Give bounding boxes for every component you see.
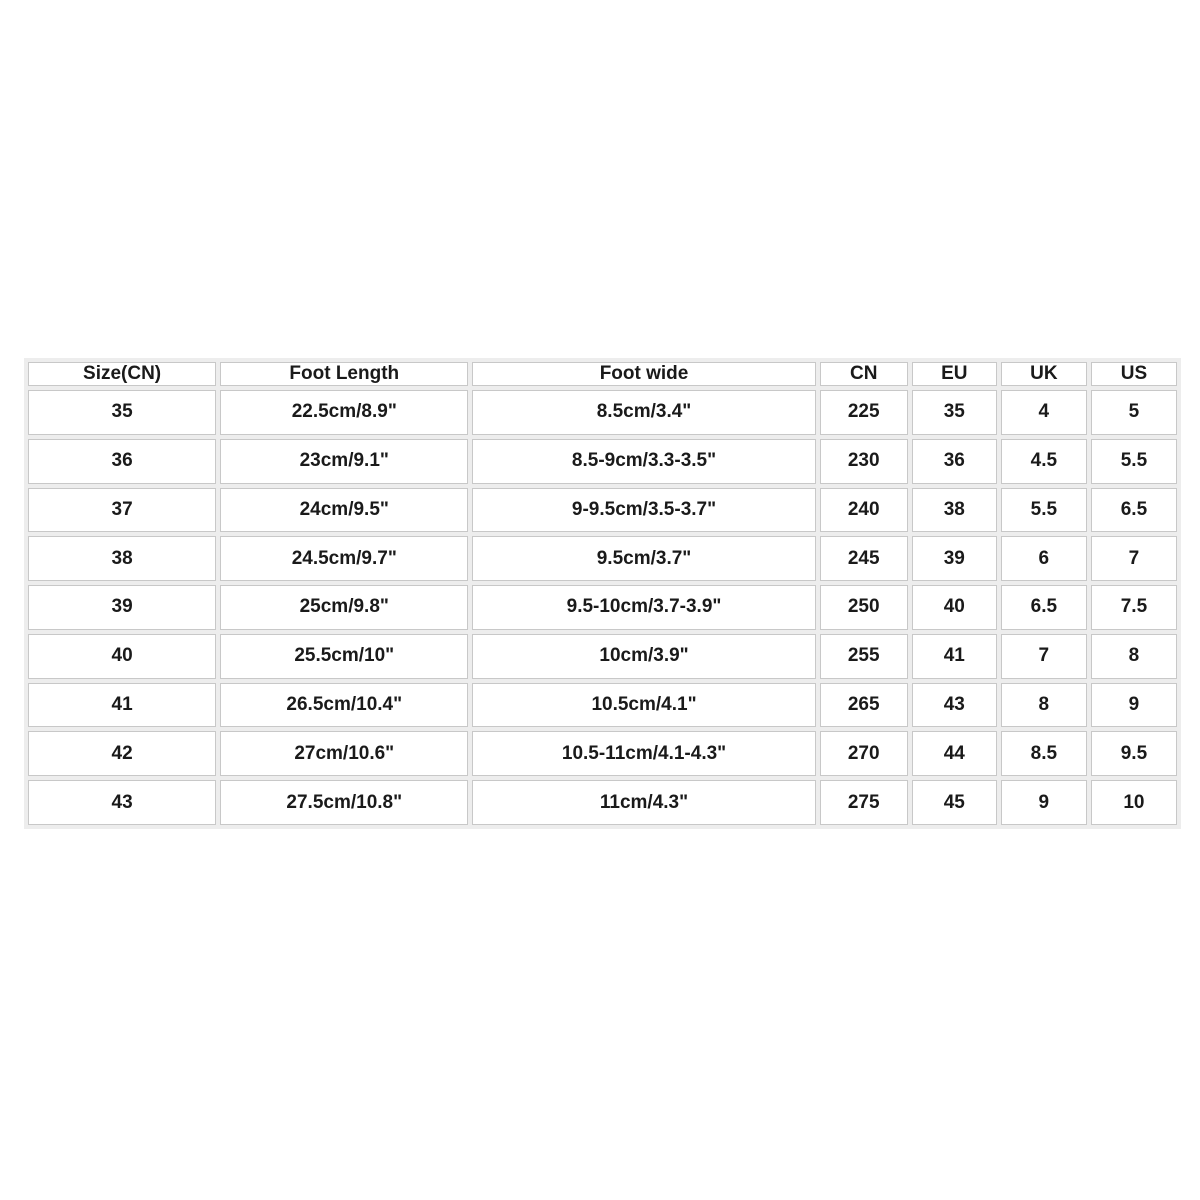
cell-eu: 41 — [912, 634, 997, 679]
table-row — [28, 683, 1177, 728]
cell-eu: 44 — [912, 731, 997, 776]
cell-uk: 9 — [1001, 780, 1087, 825]
cell-size-cn: 36 — [28, 439, 216, 484]
cell-us: 5.5 — [1091, 439, 1177, 484]
cell-size-cn: 42 — [28, 731, 216, 776]
cell-foot-length: 22.5cm/8.9" — [220, 390, 468, 435]
cell-us: 7 — [1091, 536, 1177, 581]
cell-uk: 7 — [1001, 634, 1087, 679]
cell-foot-length: 25cm/9.8" — [220, 585, 468, 630]
cell-eu: 35 — [912, 390, 997, 435]
size-chart — [24, 358, 1181, 829]
header-foot-wide: Foot wide — [472, 362, 815, 386]
cell-cn: 275 — [820, 780, 908, 825]
cell-cn: 270 — [820, 731, 908, 776]
cell-us: 9 — [1091, 683, 1177, 728]
cell-size-cn: 40 — [28, 634, 216, 679]
table-row — [28, 634, 1177, 679]
cell-uk: 5.5 — [1001, 488, 1087, 533]
cell-eu: 40 — [912, 585, 997, 630]
cell-foot-length: 24.5cm/9.7" — [220, 536, 468, 581]
cell-size-cn: 37 — [28, 488, 216, 533]
cell-cn: 225 — [820, 390, 908, 435]
header-cn: CN — [820, 362, 908, 386]
table-row — [28, 439, 1177, 484]
table-row — [28, 585, 1177, 630]
cell-size-cn: 43 — [28, 780, 216, 825]
cell-foot-wide: 10cm/3.9" — [472, 634, 815, 679]
cell-cn: 265 — [820, 683, 908, 728]
header-us: US — [1091, 362, 1177, 386]
cell-foot-wide: 9-9.5cm/3.5-3.7" — [472, 488, 815, 533]
cell-uk: 8 — [1001, 683, 1087, 728]
size-chart-table — [24, 358, 1181, 829]
cell-eu: 45 — [912, 780, 997, 825]
table-row — [28, 390, 1177, 435]
cell-uk: 8.5 — [1001, 731, 1087, 776]
cell-us: 5 — [1091, 390, 1177, 435]
cell-eu: 39 — [912, 536, 997, 581]
cell-size-cn: 35 — [28, 390, 216, 435]
cell-foot-wide: 8.5-9cm/3.3-3.5" — [472, 439, 815, 484]
cell-foot-wide: 8.5cm/3.4" — [472, 390, 815, 435]
cell-foot-length: 23cm/9.1" — [220, 439, 468, 484]
cell-foot-wide: 9.5-10cm/3.7-3.9" — [472, 585, 815, 630]
cell-us: 9.5 — [1091, 731, 1177, 776]
cell-foot-length: 27.5cm/10.8" — [220, 780, 468, 825]
table-row — [28, 488, 1177, 533]
cell-size-cn: 38 — [28, 536, 216, 581]
cell-cn: 240 — [820, 488, 908, 533]
table-row — [28, 780, 1177, 825]
table-row — [28, 731, 1177, 776]
cell-foot-wide: 10.5cm/4.1" — [472, 683, 815, 728]
cell-uk: 4.5 — [1001, 439, 1087, 484]
cell-foot-length: 25.5cm/10" — [220, 634, 468, 679]
header-foot-length: Foot Length — [220, 362, 468, 386]
cell-foot-wide: 11cm/4.3" — [472, 780, 815, 825]
cell-us: 8 — [1091, 634, 1177, 679]
cell-uk: 6 — [1001, 536, 1087, 581]
cell-cn: 255 — [820, 634, 908, 679]
cell-foot-length: 24cm/9.5" — [220, 488, 468, 533]
cell-us: 10 — [1091, 780, 1177, 825]
cell-foot-length: 26.5cm/10.4" — [220, 683, 468, 728]
header-size-cn: Size(CN) — [28, 362, 216, 386]
table-row — [28, 536, 1177, 581]
cell-foot-wide: 9.5cm/3.7" — [472, 536, 815, 581]
cell-cn: 245 — [820, 536, 908, 581]
cell-eu: 43 — [912, 683, 997, 728]
cell-size-cn: 39 — [28, 585, 216, 630]
cell-uk: 4 — [1001, 390, 1087, 435]
cell-us: 7.5 — [1091, 585, 1177, 630]
table-header-row — [28, 362, 1177, 386]
cell-us: 6.5 — [1091, 488, 1177, 533]
cell-foot-length: 27cm/10.6" — [220, 731, 468, 776]
cell-cn: 250 — [820, 585, 908, 630]
cell-uk: 6.5 — [1001, 585, 1087, 630]
cell-cn: 230 — [820, 439, 908, 484]
cell-eu: 36 — [912, 439, 997, 484]
header-uk: UK — [1001, 362, 1087, 386]
cell-foot-wide: 10.5-11cm/4.1-4.3" — [472, 731, 815, 776]
cell-size-cn: 41 — [28, 683, 216, 728]
header-eu: EU — [912, 362, 997, 386]
cell-eu: 38 — [912, 488, 997, 533]
